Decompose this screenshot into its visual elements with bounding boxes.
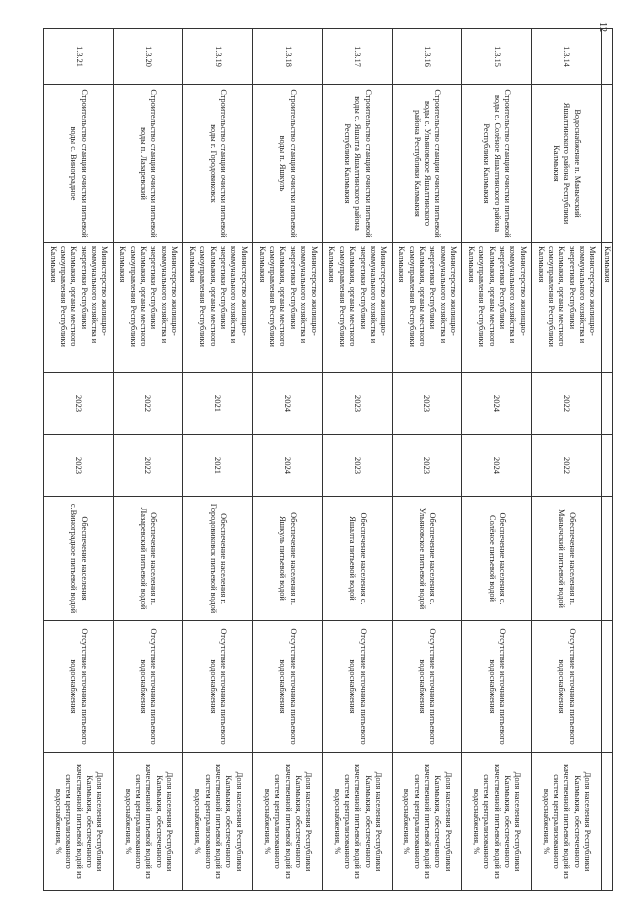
continuation-row bbox=[601, 29, 612, 891]
end-year-cell: 2022 bbox=[531, 435, 601, 497]
start-year-cell: 2022 bbox=[531, 373, 601, 435]
end-year-cell: 2024 bbox=[253, 435, 323, 497]
end-year-cell: 2023 bbox=[322, 435, 392, 497]
start-year-cell: 2021 bbox=[183, 373, 253, 435]
continuation-cell bbox=[601, 85, 612, 243]
linked-indicator-cell: Доля населения Республики Калмыкия, обеспеченного качественной питьевой водой из систем централизованного водоснабжения, % bbox=[462, 753, 532, 891]
table-row bbox=[44, 29, 114, 891]
start-year-cell: 2023 bbox=[44, 373, 114, 435]
continuation-cell bbox=[601, 29, 612, 85]
non-implementation-risk-cell: Отсутствие источника питьевого водоснабжения bbox=[462, 621, 532, 753]
table-row bbox=[253, 29, 323, 891]
row-number-cell: 1.3.15 bbox=[462, 29, 532, 85]
measures-table bbox=[43, 28, 613, 891]
linked-indicator-cell: Доля населения Республики Калмыкия, обеспеченного качественной питьевой водой из систем централизованного водоснабжения, % bbox=[183, 753, 253, 891]
start-year-cell: 2023 bbox=[322, 373, 392, 435]
non-implementation-risk-cell: Отсутствие источника питьевого водоснабжения bbox=[183, 621, 253, 753]
table-row bbox=[322, 29, 392, 891]
expected-result-cell: Обеспечение населения с.Виноградное питьевой водой bbox=[44, 497, 114, 621]
expected-result-cell: Обеспечение населения с. Яшалта питьевой водой bbox=[322, 497, 392, 621]
linked-indicator-cell: Доля населения Республики Калмыкия, обеспеченного качественной питьевой водой из систем централизованного водоснабжения, % bbox=[44, 753, 114, 891]
continuation-cell bbox=[601, 753, 612, 891]
non-implementation-risk-cell: Отсутствие источника питьевого водоснабжения bbox=[113, 621, 183, 753]
table-row bbox=[113, 29, 183, 891]
measure-name-cell: Строительство станции очистки питьевой воды п. Лазаревский bbox=[113, 85, 183, 243]
row-number-cell: 1.3.18 bbox=[253, 29, 323, 85]
measure-name-cell: Строительство станции очистки питьевой воды с. Солёное Яшалтинского района Республики Калмыкия bbox=[462, 85, 532, 243]
row-number-cell: 1.3.17 bbox=[322, 29, 392, 85]
non-implementation-risk-cell: Отсутствие источника питьевого водоснабжения bbox=[253, 621, 323, 753]
responsible-executor-cell: Министерство жилищно-коммунального хозяйства и энергетики Республики Калмыкия, органы местного самоуправления Республики Калмыкия bbox=[183, 243, 253, 373]
measure-name-cell: Строительство станции очистки питьевой воды с. Ульяновское Яшалтинского района Республики Калмыкия bbox=[392, 85, 462, 243]
linked-indicator-cell: Доля населения Республики Калмыкия, обеспеченного качественной питьевой водой из систем централизованного водоснабжения, % bbox=[392, 753, 462, 891]
expected-result-cell: Обеспечение населения с. Солёное питьевой водой bbox=[462, 497, 532, 621]
table-row bbox=[462, 29, 532, 891]
row-number-cell: 1.3.16 bbox=[392, 29, 462, 85]
measure-name-cell: Строительство станции очистки питьевой воды с. Яшалта Яшалтинского района Республики Калмыкия bbox=[322, 85, 392, 243]
start-year-cell: 2022 bbox=[113, 373, 183, 435]
continuation-cell bbox=[601, 373, 612, 435]
end-year-cell: 2023 bbox=[392, 435, 462, 497]
expected-result-cell: Обеспечение населения п. Лазаревский питьевой водой bbox=[113, 497, 183, 621]
start-year-cell: 2024 bbox=[462, 373, 532, 435]
row-number-cell: 1.3.21 bbox=[44, 29, 114, 85]
table-row bbox=[183, 29, 253, 891]
responsible-executor-cell: Министерство жилищно-коммунального хозяйства и энергетики Республики Калмыкия, органы местного самоуправления Республики Калмыкия bbox=[253, 243, 323, 373]
measure-name-cell: Строительство станции очистки питьевой воды с. Виноградное bbox=[44, 85, 114, 243]
measure-name-cell: Строительство станции очистки питьевой воды г. Городовиковск bbox=[183, 85, 253, 243]
end-year-cell: 2021 bbox=[183, 435, 253, 497]
continuation-cell bbox=[601, 621, 612, 753]
continuation-cell bbox=[601, 497, 612, 621]
continuation-cell bbox=[601, 435, 612, 497]
expected-result-cell: Обеспечение населения п. Манычский питьевой водой bbox=[531, 497, 601, 621]
linked-indicator-cell: Доля населения Республики Калмыкия, обеспеченного качественной питьевой водой из систем централизованного водоснабжения, % bbox=[253, 753, 323, 891]
linked-indicator-cell: Доля населения Республики Калмыкия, обеспеченного качественной питьевой водой из систем централизованного водоснабжения, % bbox=[113, 753, 183, 891]
expected-result-cell: Обеспечение населения п. Яшкуль питьевой водой bbox=[253, 497, 323, 621]
responsible-executor-cell: Министерство жилищно-коммунального хозяйства и энергетики Республики Калмыкия, органы местного самоуправления Республики Калмыкия bbox=[392, 243, 462, 373]
end-year-cell: 2022 bbox=[113, 435, 183, 497]
non-implementation-risk-cell: Отсутствие источника питьевого водоснабжения bbox=[322, 621, 392, 753]
linked-indicator-cell: Доля населения Республики Калмыкия, обеспеченного качественной питьевой водой из систем централизованного водоснабжения, % bbox=[322, 753, 392, 891]
expected-result-cell: Обеспечение населения г. Городовиковск питьевой водой bbox=[183, 497, 253, 621]
start-year-cell: 2024 bbox=[253, 373, 323, 435]
non-implementation-risk-cell: Отсутствие источника питьевого водоснабжения bbox=[531, 621, 601, 753]
responsible-executor-cell: Министерство жилищно-коммунального хозяйства и энергетики Республики Калмыкия, органы местного самоуправления Республики Калмыкия bbox=[44, 243, 114, 373]
end-year-cell: 2024 bbox=[462, 435, 532, 497]
responsible-executor-cell: Министерство жилищно-коммунального хозяйства и энергетики Республики Калмыкия, органы местного самоуправления Республики Калмыкия bbox=[531, 243, 601, 373]
measure-name-cell: Водоснабжение п. Манычский Яшалтинского района Республики Калмыкия bbox=[531, 85, 601, 243]
responsible-executor-cell: Министерство жилищно-коммунального хозяйства и энергетики Республики Калмыкия, органы местного самоуправления Республики Калмыкия bbox=[322, 243, 392, 373]
continuation-text: Калмыкия bbox=[601, 243, 612, 373]
expected-result-cell: Обеспечение населения с. Ульяновское питьевой водой bbox=[392, 497, 462, 621]
table-row bbox=[531, 29, 601, 891]
page-number: 12 bbox=[597, 22, 608, 32]
linked-indicator-cell: Доля населения Республики Калмыкия, обеспеченного качественной питьевой водой из систем централизованного водоснабжения, % bbox=[531, 753, 601, 891]
non-implementation-risk-cell: Отсутствие источника питьевого водоснабжения bbox=[392, 621, 462, 753]
start-year-cell: 2023 bbox=[392, 373, 462, 435]
row-number-cell: 1.3.14 bbox=[531, 29, 601, 85]
measure-name-cell: Строительство станции очистки питьевой воды п. Яшкуль bbox=[253, 85, 323, 243]
measures-table-wrapper bbox=[43, 28, 613, 890]
responsible-executor-cell: Министерство жилищно-коммунального хозяйства и энергетики Республики Калмыкия, органы местного самоуправления Республики Калмыкия bbox=[113, 243, 183, 373]
end-year-cell: 2023 bbox=[44, 435, 114, 497]
non-implementation-risk-cell: Отсутствие источника питьевого водоснабжения bbox=[44, 621, 114, 753]
row-number-cell: 1.3.19 bbox=[183, 29, 253, 85]
table-row bbox=[392, 29, 462, 891]
row-number-cell: 1.3.20 bbox=[113, 29, 183, 85]
responsible-executor-cell: Министерство жилищно-коммунального хозяйства и энергетики Республики Калмыкия, органы местного самоуправления Республики Калмыкия bbox=[462, 243, 532, 373]
